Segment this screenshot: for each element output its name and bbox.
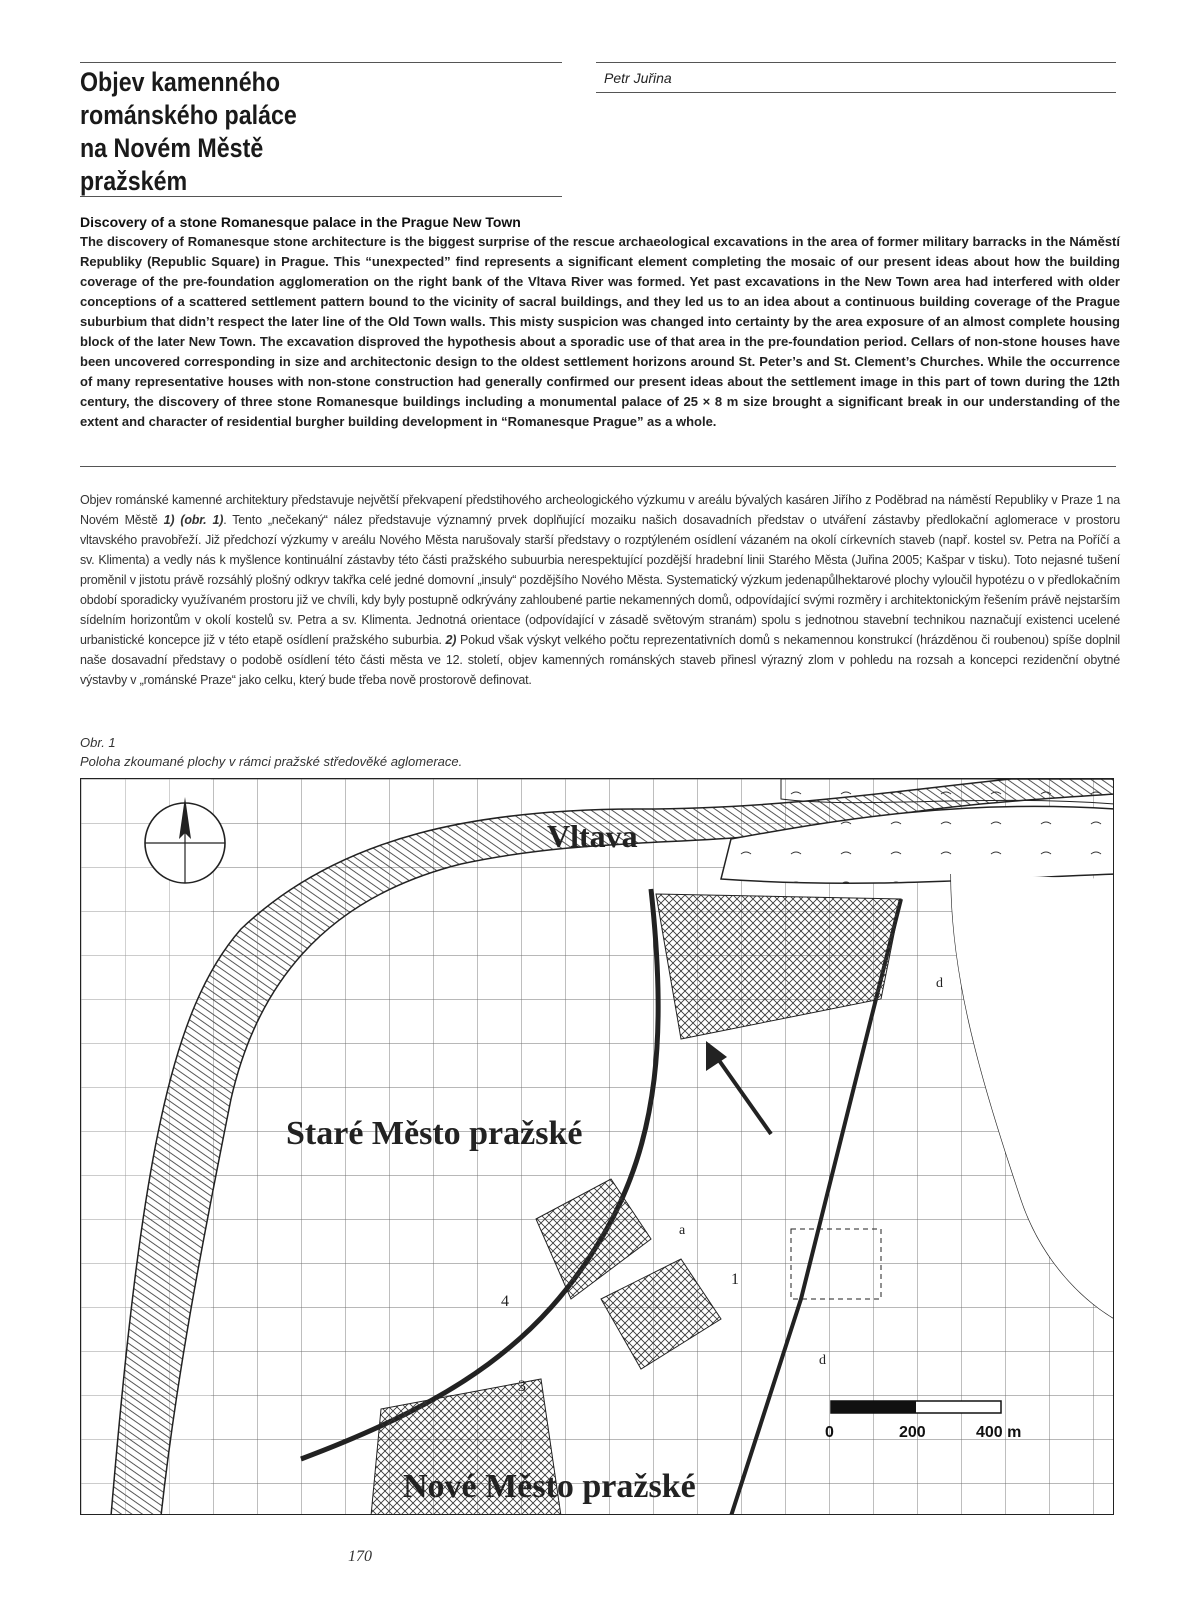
- map-marker-a: a: [679, 1223, 686, 1238]
- figure-caption: [80, 733, 462, 771]
- body-text: [80, 490, 1120, 690]
- english-abstract: [80, 212, 1120, 432]
- map-marker-1: 1: [731, 1271, 739, 1288]
- figure-label: Obr. 1: [80, 735, 116, 750]
- top-rule-right: [596, 62, 1116, 63]
- author-name: Petr Juřina: [604, 70, 672, 86]
- north-bank-waves: [781, 779, 1114, 804]
- body-text-part: Pokud však výskyt velkého počtu reprezentativních domů s nekamennou konstrukcí (hrázděnou či roubenou) spíše doplnil naše dosavadní představy o podobě osídlení této části města ve 12. století, objev kamenných románských staveb přinesl výrazný zlom v pohledu na rozsah a koncepci rezidenční obytné výstavby v „románské Praze“ jako celku, který bude třeba nově prostorově definovat.: [80, 633, 1120, 687]
- abstract-heading: Discovery of a stone Romanesque palace in the Prague New Town: [80, 214, 521, 230]
- author-rule: [596, 92, 1116, 93]
- article-title: [80, 66, 338, 198]
- title-line: na Novém Městě: [80, 133, 264, 163]
- page-number: 170: [348, 1548, 372, 1565]
- abstract-text: The discovery of Romanesque stone architecture is the biggest surprise of the rescue archaeological excavations in the area of former military barracks in the Náměstí Republiky (Republic Square) in Prague. This “unexpected” find represents a significant element completing the mosaic of our present ideas about how the building coverage of the pre-foundation agglomeration on the right bank of the Vltava River was formed. Yet past excavations in the New Town area had interfered with older conceptions of a scattered settlement pattern bound to the vicinity of sacral buildings, and they led us to an idea about a continuous building coverage of the Prague suburbium that didn’t respect the later line of the Old Town walls. This misty suspicion was changed into certainty by the area exposure of an almost complete housing block of the later New Town. The excavation disproved the hypothesis about a sporadic use of that area in the pre-foundation period. Cellars of non-stone houses have been uncovered corresponding in size and architectonic design to the oldest settlement horizons around St. Peter’s and St. Clement’s Churches. While the occurrence of many representative houses with non-stone construction had generally confirmed our present ideas about the settlement image in this part of town during the 12th century, the discovery of three stone Romanesque buildings including a monumental palace of 25 × 8 m size brought a significant break in our understanding of the extent and character of residential burgher building development in “Romanesque Prague” as a whole.: [80, 234, 1120, 429]
- top-rule-left: [80, 62, 562, 63]
- map-label-new-town: Nové Město pražské: [403, 1468, 696, 1505]
- title-line: pražském: [80, 166, 188, 196]
- map-label-vltava: Vltava: [547, 818, 638, 854]
- title-rule: [80, 196, 562, 197]
- footnote-ref: 1) (obr. 1): [163, 513, 224, 527]
- title-line: Objev kamenného: [80, 67, 281, 97]
- body-text-part: Objev románské kamenné architektury představuje největší překvapení předstihového archeologického výzkumu v areálu bývalých kasáren Jiřího z Poděbrad na náměstí Republiky v Praze 1 na Novém Městě: [80, 493, 1120, 527]
- map-marker-d: d: [936, 976, 943, 991]
- body-text-part: . Tento „nečekaný“ nález představuje významný prvek doplňující mozaiku našich dosavadních představ o utváření zástavby předlokační aglomerace v prostoru vltavského pravobřeží. Již předchozí výzkumy v areálu Nového Města narušovaly starší představy o rozptýleném osídlení vázaném na okolí církevních staveb (např. kostel sv. Petra na Poříčí a sv. Klimenta) a vedly nás k myšlence kontinuální zástavby této části pražského subuurbia nerespektující pozdější hradební linii Starého Města (Juřina 2005; Kašpar v tisku). Toto nejasné tušení proměnil v jistotu právě rozsáhlý plošný odkryv takřka celé jedné domovní „insuly“ pozdějšího Nového Města. Systematický výzkum jedenapůlhektarové plochy vyloučil hypotézu o v předlokačním období sporadicky využívaném prostoru již ve chvíli, kdy byly postupně odkrývány zahloubené partie nekamenných domů, odpovídající svými rozměry i architektonickým řešením právě nejstarším sídelním horizontům v okolí kostelů sv. Petra a sv. Klimenta. Jednotná orientace (odpovídající v zásadě světovým stranám) spolu s jednotnou stavební technikou naznačují existenci ucelené urbanistické koncepce již v této etapě osídlení pražského suburbia.: [80, 513, 1121, 647]
- map-marker-d: d: [819, 1353, 826, 1368]
- title-line: románského paláce: [80, 100, 297, 130]
- figure-caption-text: Poloha zkoumané plochy v rámci pražské středověké aglomerace.: [80, 754, 463, 769]
- map-label-old-town: Staré Město pražské: [286, 1115, 583, 1152]
- historic-map: [81, 779, 1114, 1515]
- map-figure: [80, 778, 1114, 1515]
- scale-tick-label: 200: [899, 1424, 926, 1441]
- scale-tick-label: 400 m: [976, 1424, 1022, 1441]
- scale-tick-label: 0: [825, 1424, 834, 1441]
- footnote-ref: 2): [445, 633, 457, 647]
- abstract-rule: [80, 466, 1116, 467]
- map-marker-4: 4: [501, 1293, 509, 1310]
- map-marker-3: 3: [518, 1378, 526, 1395]
- body-paragraph: [80, 490, 1120, 690]
